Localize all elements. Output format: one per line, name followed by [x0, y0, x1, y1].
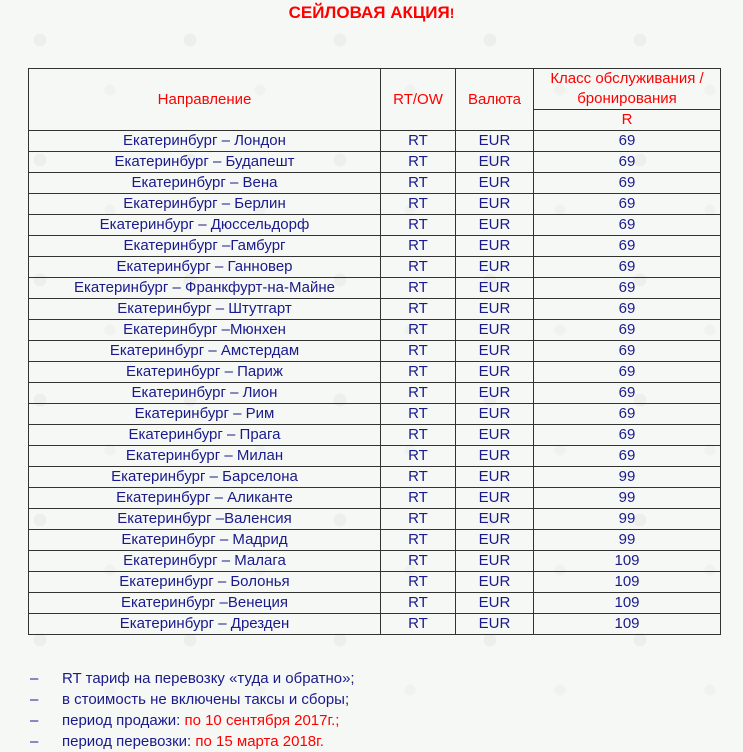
- cell-price: 69: [534, 215, 721, 236]
- cell-currency: EUR: [456, 257, 534, 278]
- cell-price: 99: [534, 530, 721, 551]
- fares-table-body: [29, 131, 721, 635]
- cell-rt-ow: RT: [381, 131, 456, 152]
- cell-direction: Екатеринбург – Прага: [29, 425, 381, 446]
- note-dash: –: [30, 691, 39, 708]
- cell-rt-ow: RT: [381, 215, 456, 236]
- cell-direction: Екатеринбург – Берлин: [29, 194, 381, 215]
- table-row: [29, 530, 721, 551]
- cell-rt-ow: RT: [381, 593, 456, 614]
- table-row: [29, 383, 721, 404]
- cell-currency: EUR: [456, 152, 534, 173]
- table-row: [29, 215, 721, 236]
- cell-rt-ow: RT: [381, 362, 456, 383]
- cell-price: 69: [534, 278, 721, 299]
- cell-rt-ow: RT: [381, 299, 456, 320]
- cell-rt-ow: RT: [381, 572, 456, 593]
- table-row: [29, 173, 721, 194]
- cell-currency: EUR: [456, 236, 534, 257]
- cell-rt-ow: RT: [381, 152, 456, 173]
- cell-rt-ow: RT: [381, 488, 456, 509]
- table-row: [29, 551, 721, 572]
- table-row: [29, 572, 721, 593]
- cell-direction: Екатеринбург – Штутгарт: [29, 299, 381, 320]
- cell-rt-ow: RT: [381, 446, 456, 467]
- table-row: [29, 194, 721, 215]
- header-rt-ow: RT/OW: [381, 69, 456, 131]
- cell-price: 69: [534, 341, 721, 362]
- cell-rt-ow: RT: [381, 614, 456, 635]
- cell-price: 99: [534, 467, 721, 488]
- table-row: [29, 446, 721, 467]
- cell-rt-ow: RT: [381, 173, 456, 194]
- page-title: [0, 3, 743, 23]
- note-item: [30, 668, 355, 689]
- cell-currency: EUR: [456, 341, 534, 362]
- cell-currency: EUR: [456, 362, 534, 383]
- note-item: [30, 710, 355, 731]
- cell-currency: EUR: [456, 530, 534, 551]
- table-row: [29, 341, 721, 362]
- page-title-text: СЕЙЛОВАЯ АКЦИЯ: [288, 3, 450, 22]
- note-dash: –: [30, 670, 39, 687]
- table-row: [29, 257, 721, 278]
- cell-rt-ow: RT: [381, 530, 456, 551]
- page-title-exclamation: !: [449, 5, 455, 21]
- cell-rt-ow: RT: [381, 425, 456, 446]
- cell-rt-ow: RT: [381, 383, 456, 404]
- cell-direction: Екатеринбург – Амстердам: [29, 341, 381, 362]
- cell-price: 69: [534, 425, 721, 446]
- cell-price: 69: [534, 446, 721, 467]
- header-direction: Направление: [29, 69, 381, 131]
- cell-rt-ow: RT: [381, 278, 456, 299]
- cell-rt-ow: RT: [381, 236, 456, 257]
- cell-direction: Екатеринбург – Малага: [29, 551, 381, 572]
- note-item: [30, 731, 355, 752]
- cell-price: 109: [534, 551, 721, 572]
- cell-currency: EUR: [456, 299, 534, 320]
- cell-currency: EUR: [456, 215, 534, 236]
- note-item: [30, 689, 355, 710]
- cell-currency: EUR: [456, 593, 534, 614]
- cell-price: 69: [534, 236, 721, 257]
- note-dash: –: [30, 712, 39, 729]
- cell-price: 69: [534, 383, 721, 404]
- header-booking-class: Класс обслуживания / бронирования: [534, 69, 721, 110]
- cell-price: 109: [534, 614, 721, 635]
- cell-direction: Екатеринбург – Будапешт: [29, 152, 381, 173]
- table-row: [29, 320, 721, 341]
- cell-price: 109: [534, 593, 721, 614]
- note-highlight: по 10 сентября 2017г.;: [184, 712, 340, 729]
- cell-direction: Екатеринбург – Дюссельдорф: [29, 215, 381, 236]
- cell-direction: Екатеринбург – Вена: [29, 173, 381, 194]
- notes-list: [30, 668, 355, 752]
- note-text: период перевозки:: [62, 733, 196, 750]
- cell-price: 69: [534, 194, 721, 215]
- table-row: [29, 404, 721, 425]
- cell-direction: Екатеринбург – Рим: [29, 404, 381, 425]
- table-row: [29, 467, 721, 488]
- cell-price: 69: [534, 404, 721, 425]
- cell-direction: Екатеринбург – Барселона: [29, 467, 381, 488]
- cell-rt-ow: RT: [381, 467, 456, 488]
- cell-currency: EUR: [456, 383, 534, 404]
- table-row: [29, 425, 721, 446]
- cell-rt-ow: RT: [381, 404, 456, 425]
- cell-currency: EUR: [456, 404, 534, 425]
- cell-currency: EUR: [456, 320, 534, 341]
- cell-currency: EUR: [456, 194, 534, 215]
- cell-direction: Екатеринбург – Париж: [29, 362, 381, 383]
- cell-price: 99: [534, 509, 721, 530]
- cell-price: 109: [534, 572, 721, 593]
- cell-currency: EUR: [456, 425, 534, 446]
- cell-currency: EUR: [456, 572, 534, 593]
- cell-direction: Екатеринбург –Гамбург: [29, 236, 381, 257]
- cell-direction: Екатеринбург –Мюнхен: [29, 320, 381, 341]
- table-row: [29, 488, 721, 509]
- cell-price: 69: [534, 320, 721, 341]
- cell-price: 99: [534, 488, 721, 509]
- cell-direction: Екатеринбург –Венеция: [29, 593, 381, 614]
- cell-direction: Екатеринбург – Аликанте: [29, 488, 381, 509]
- table-row: [29, 614, 721, 635]
- table-row: [29, 362, 721, 383]
- cell-direction: Екатеринбург – Лион: [29, 383, 381, 404]
- cell-currency: EUR: [456, 131, 534, 152]
- header-currency: Валюта: [456, 69, 534, 131]
- cell-currency: EUR: [456, 467, 534, 488]
- cell-direction: Екатеринбург – Милан: [29, 446, 381, 467]
- note-dash: –: [30, 733, 39, 750]
- table-row: [29, 509, 721, 530]
- cell-currency: EUR: [456, 551, 534, 572]
- table-row: [29, 278, 721, 299]
- cell-price: 69: [534, 173, 721, 194]
- note-text: RT тариф на перевозку «туда и обратно»;: [62, 670, 355, 687]
- cell-currency: EUR: [456, 446, 534, 467]
- note-text: период продажи:: [62, 712, 185, 729]
- note-text: в стоимость не включены таксы и сборы;: [62, 691, 350, 708]
- cell-currency: EUR: [456, 278, 534, 299]
- table-row: [29, 131, 721, 152]
- cell-direction: Екатеринбург – Ганновер: [29, 257, 381, 278]
- cell-price: 69: [534, 131, 721, 152]
- cell-direction: Екатеринбург – Лондон: [29, 131, 381, 152]
- cell-rt-ow: RT: [381, 509, 456, 530]
- table-row: [29, 593, 721, 614]
- cell-direction: Екатеринбург – Болонья: [29, 572, 381, 593]
- note-highlight: по 15 марта 2018г.: [195, 733, 324, 750]
- cell-price: 69: [534, 257, 721, 278]
- cell-direction: Екатеринбург – Мадрид: [29, 530, 381, 551]
- cell-rt-ow: RT: [381, 341, 456, 362]
- cell-currency: EUR: [456, 173, 534, 194]
- cell-rt-ow: RT: [381, 320, 456, 341]
- table-row: [29, 299, 721, 320]
- cell-direction: Екатеринбург – Франкфурт-на-Майне: [29, 278, 381, 299]
- cell-currency: EUR: [456, 509, 534, 530]
- cell-price: 69: [534, 152, 721, 173]
- cell-price: 69: [534, 299, 721, 320]
- cell-currency: EUR: [456, 488, 534, 509]
- cell-direction: Екатеринбург –Валенсия: [29, 509, 381, 530]
- cell-currency: EUR: [456, 614, 534, 635]
- cell-direction: Екатеринбург – Дрезден: [29, 614, 381, 635]
- cell-rt-ow: RT: [381, 551, 456, 572]
- cell-rt-ow: RT: [381, 257, 456, 278]
- table-row: [29, 152, 721, 173]
- fares-table: [28, 68, 721, 635]
- header-class-code: R: [534, 110, 721, 131]
- table-row: [29, 236, 721, 257]
- cell-rt-ow: RT: [381, 194, 456, 215]
- cell-price: 69: [534, 362, 721, 383]
